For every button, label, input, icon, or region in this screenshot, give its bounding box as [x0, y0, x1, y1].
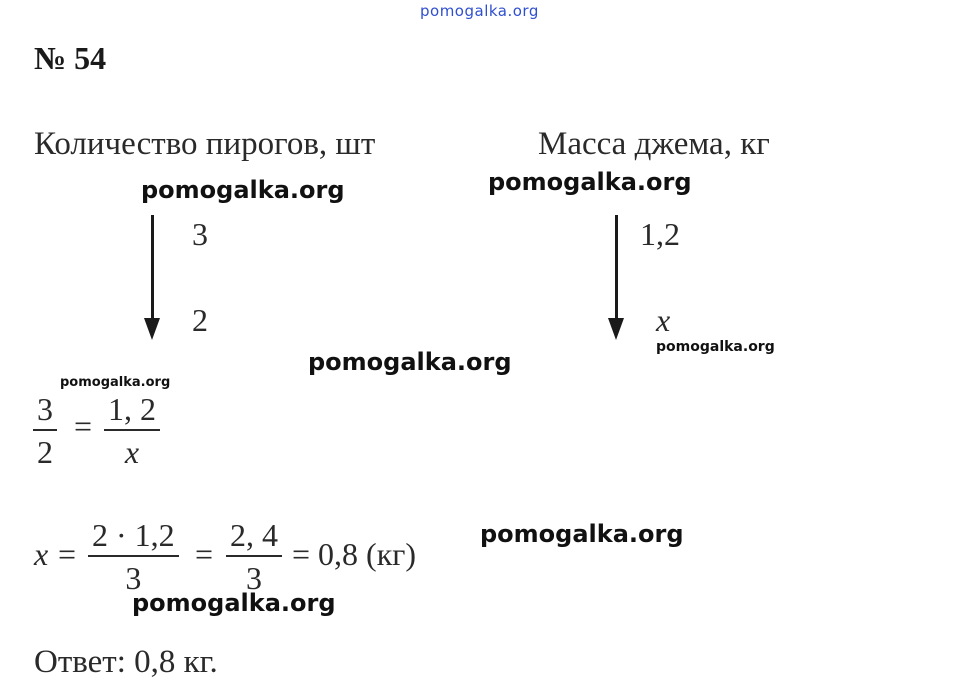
left-down-arrow-line — [151, 215, 154, 320]
solution-result: = 0,8 (кг) — [292, 536, 417, 572]
solution-fraction-1 — [88, 518, 179, 595]
fraction-bar — [226, 555, 282, 557]
watermark: pomogalka.org — [480, 520, 684, 548]
equals-sign: = — [58, 536, 77, 572]
equals-sign: = — [195, 536, 214, 572]
problem-number: № 54 — [34, 40, 107, 76]
right-value-1: 1,2 — [640, 216, 680, 252]
right-down-arrow-icon — [608, 318, 624, 340]
fraction-denominator: 3 — [125, 560, 142, 596]
watermark: pomogalka.org — [656, 339, 775, 355]
fraction-bar — [88, 555, 179, 557]
left-value-2: 2 — [192, 302, 208, 338]
fraction-denominator: 3 — [246, 560, 262, 596]
proportion-left-fraction — [33, 392, 57, 469]
proportion-right-fraction — [104, 392, 160, 469]
fraction-numerator: 3 — [37, 391, 53, 427]
right-down-arrow-line — [615, 215, 618, 320]
watermark: pomogalka.org — [132, 589, 336, 617]
fraction-numerator: 2 · 1,2 — [92, 517, 175, 553]
fraction-denominator: 2 — [37, 434, 53, 470]
watermark: pomogalka.org — [488, 168, 692, 196]
watermark: pomogalka.org — [141, 176, 345, 204]
left-value-1: 3 — [192, 216, 208, 252]
right-value-2: x — [656, 302, 671, 338]
left-down-arrow-icon — [144, 318, 160, 340]
watermark: pomogalka.org — [60, 375, 171, 390]
left-column-header: Количество пирогов, шт — [34, 126, 376, 162]
right-column-header: Масса джема, кг — [538, 126, 770, 162]
watermark-top: pomogalka.org — [420, 2, 539, 20]
watermark: pomogalka.org — [308, 348, 512, 376]
answer: Ответ: 0,8 кг. — [34, 644, 218, 680]
fraction-bar — [104, 429, 160, 431]
equals-sign: = — [74, 408, 93, 444]
solution-fraction-2 — [226, 518, 282, 595]
fraction-denominator: x — [124, 434, 140, 470]
fraction-numerator: 2, 4 — [230, 517, 278, 553]
fraction-bar — [33, 429, 57, 431]
fraction-numerator: 1, 2 — [108, 391, 156, 427]
solution-variable: x — [34, 536, 49, 572]
